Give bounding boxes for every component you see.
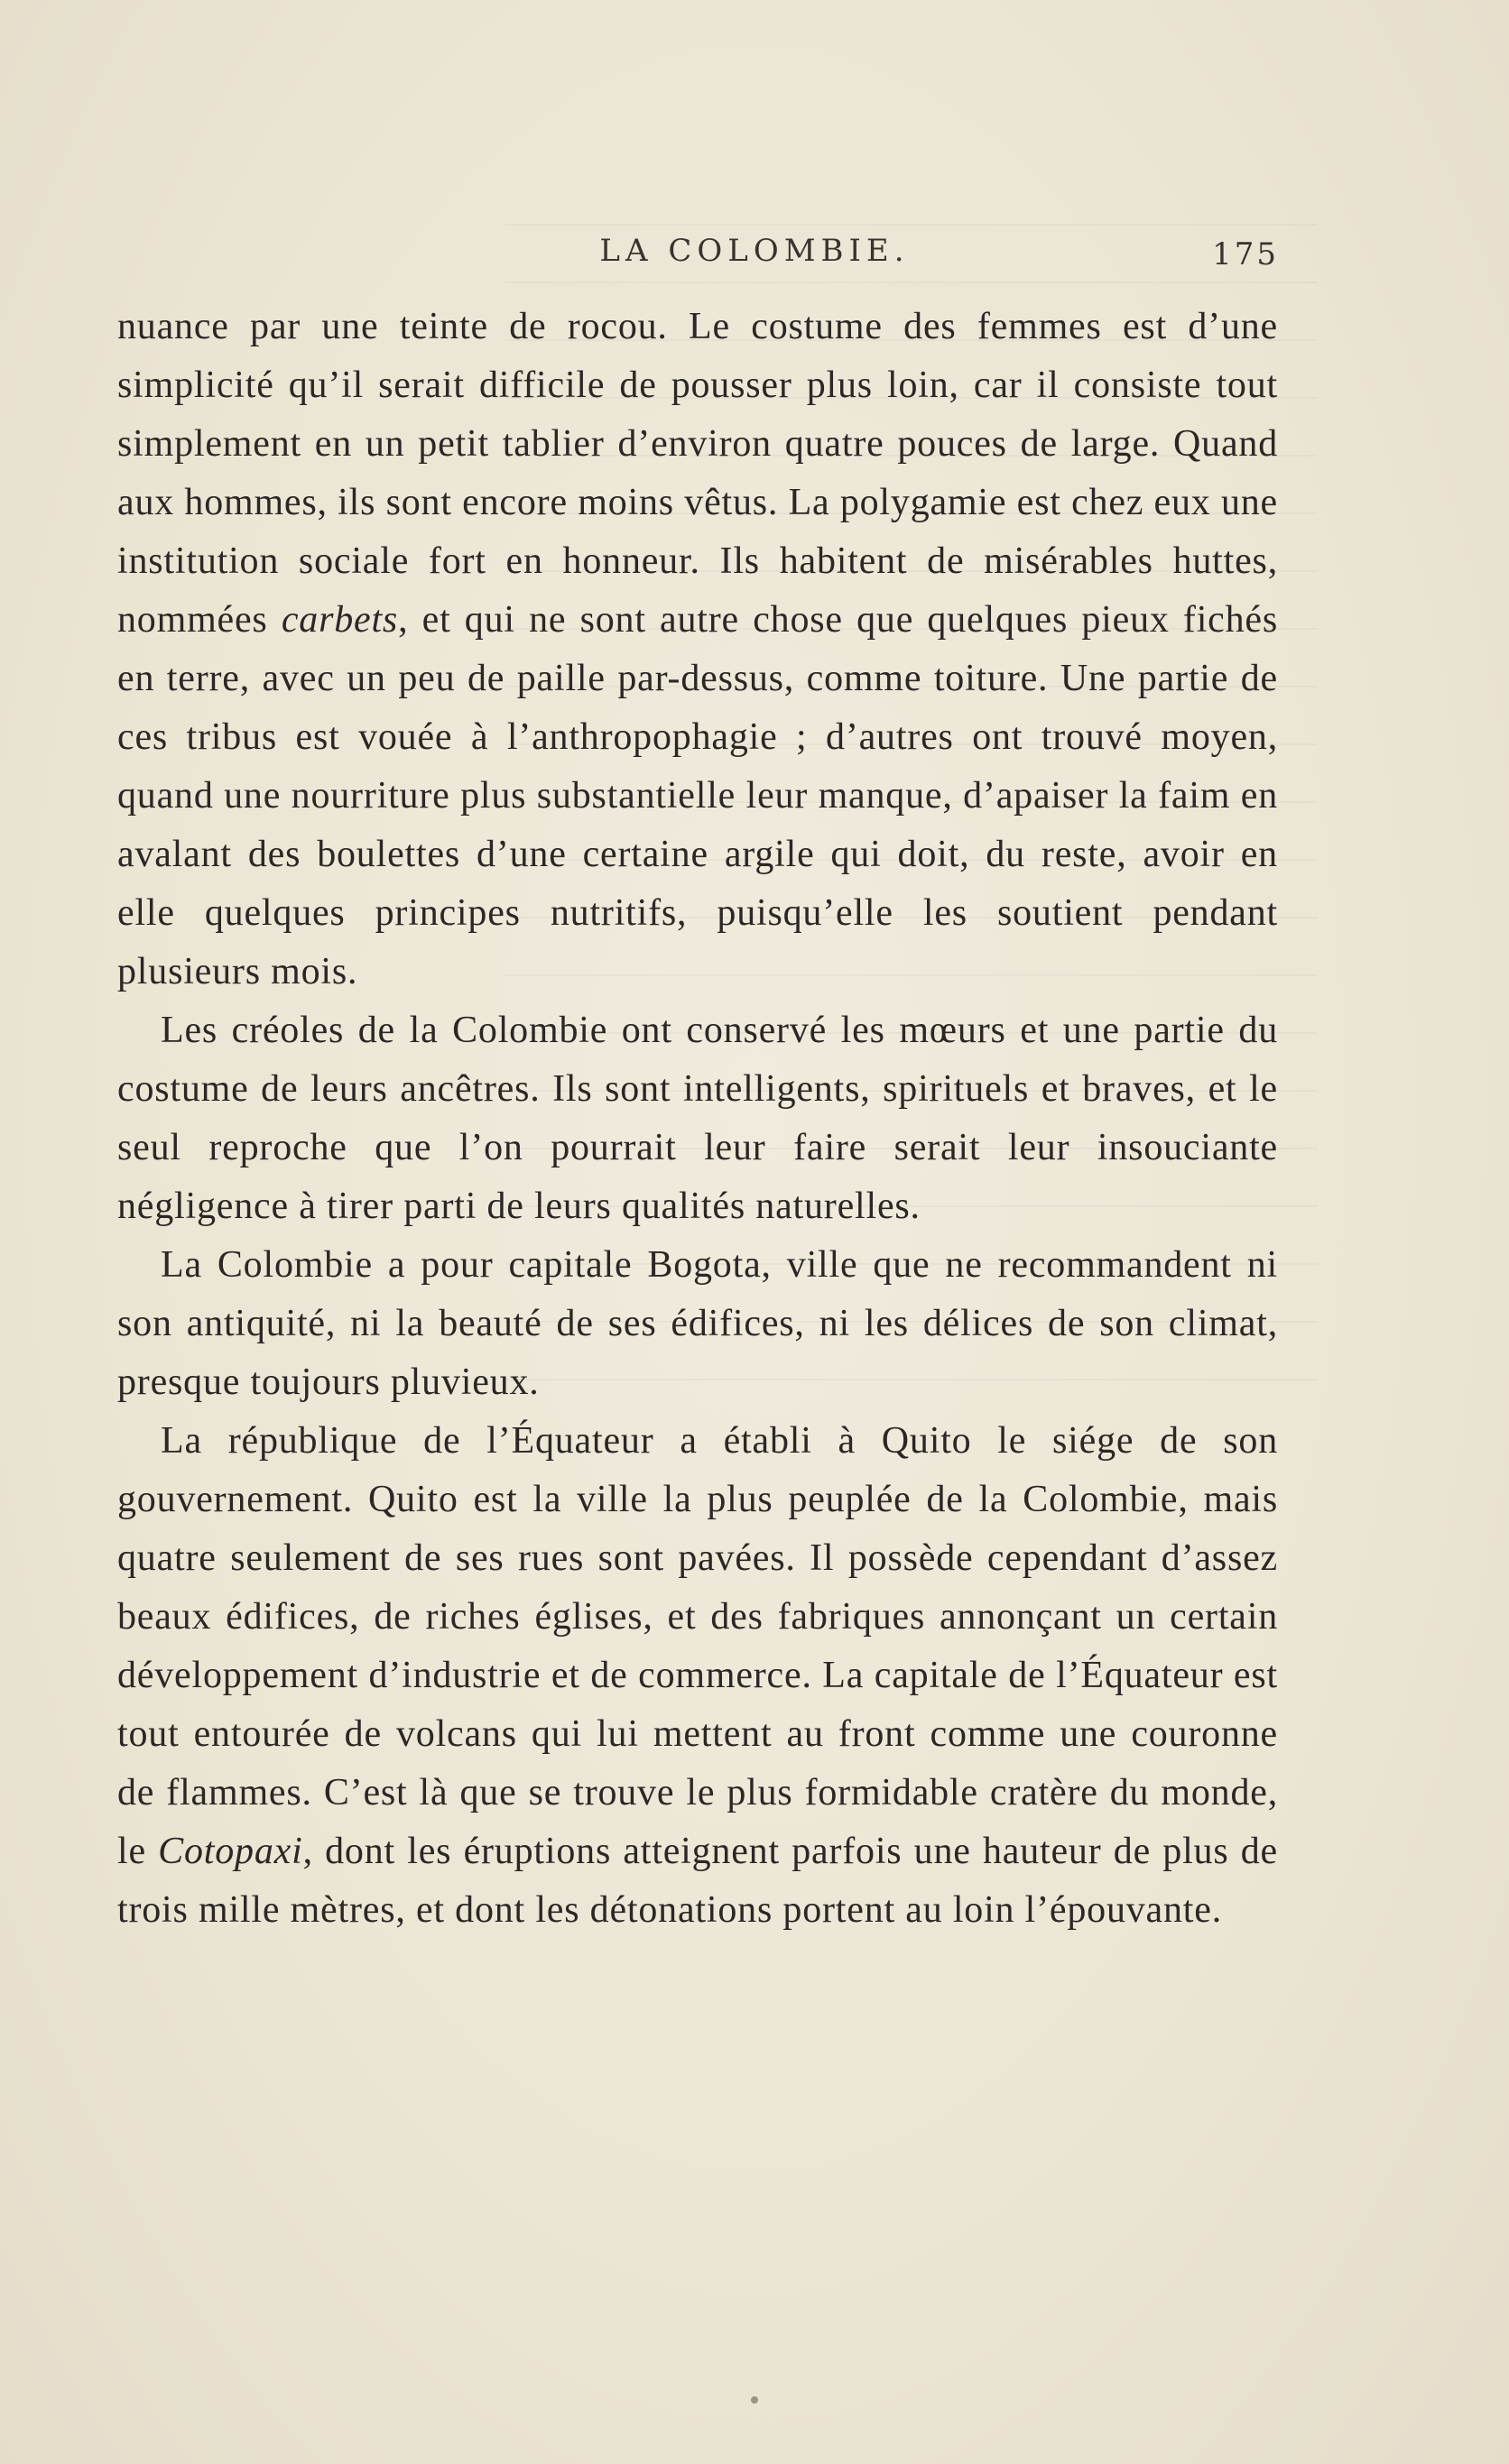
- text-segment: , dont les éruptions atteignent parfois une hauteur de plus de trois mille mètres, et dont les détonations portent au loin l’épouvante.: [117, 1831, 1278, 1931]
- paragraph-2: [117, 1001, 1278, 1236]
- page-number: 175: [1212, 236, 1279, 272]
- text-segment: Les créoles de la Colombie ont conservé les mœurs et une partie du costume de leurs ancêtres. Ils sont intelligents, spirituels et braves, et le seul reproche que l’on pourrait leur faire serait leur insouciante négligence à tirer parti de leurs qualités naturelles.: [117, 1010, 1278, 1227]
- paragraph-1: [117, 298, 1278, 1001]
- italic-term-cotopaxi: Cotopaxi: [158, 1831, 303, 1872]
- paragraph-3: [117, 1236, 1278, 1412]
- running-title: LA COLOMBIE.: [599, 233, 910, 269]
- text-segment: La république de l’Équateur a établi à Quito le siége de son gouvernement. Quito est la ville la plus peuplée de la Colombie, mais quatre seulement de ses rues sont pavées. Il possède cependant d’assez beaux édifices, de riches églises, et des fabriques annonçant un certain développement d’industrie et de commerce. La capitale de l’Équateur est tout entourée de volcans qui lui mettent au front comme une couronne de flammes. C’est là que se trouve le plus formidable cratère du monde, le: [117, 1420, 1278, 1872]
- text-segment: nuance par une teinte de rocou. Le costume des femmes est d’une simplicité qu’il serait difficile de pousser plus loin, car il consiste tout simplement en un petit tablier d’environ quatre pouces de large. Quand aux hommes, ils sont encore moins vêtus. La polygamie est chez eux une institution sociale fort en honneur. Ils habitent de misérables huttes, nommées: [117, 306, 1278, 641]
- italic-term-carbets: carbets: [281, 599, 399, 641]
- text-segment: , et qui ne sont autre chose que quelques pieux fichés en terre, avec un peu de paille par-dessus, comme toiture. Une partie de ces tribus est vouée à l’anthropophagie ; d’autres ont trouvé moyen, quand une nourriture plus substantielle leur manque, d’apaiser la faim en avalant des boulettes d’une certaine argile qui doit, du reste, avoir en elle quelques principes nutritifs, puisqu’elle les soutient pendant plusieurs mois.: [117, 599, 1278, 992]
- body-text: [117, 298, 1278, 1940]
- paragraph-4: [117, 1412, 1278, 1940]
- ink-dot-mark: [751, 2396, 758, 2404]
- running-head: [0, 233, 1509, 278]
- text-segment: La Colombie a pour capitale Bogota, ville que ne recommandent ni son antiquité, ni la beauté de ses édifices, ni les délices de son climat, presque toujours pluvieux.: [117, 1244, 1278, 1403]
